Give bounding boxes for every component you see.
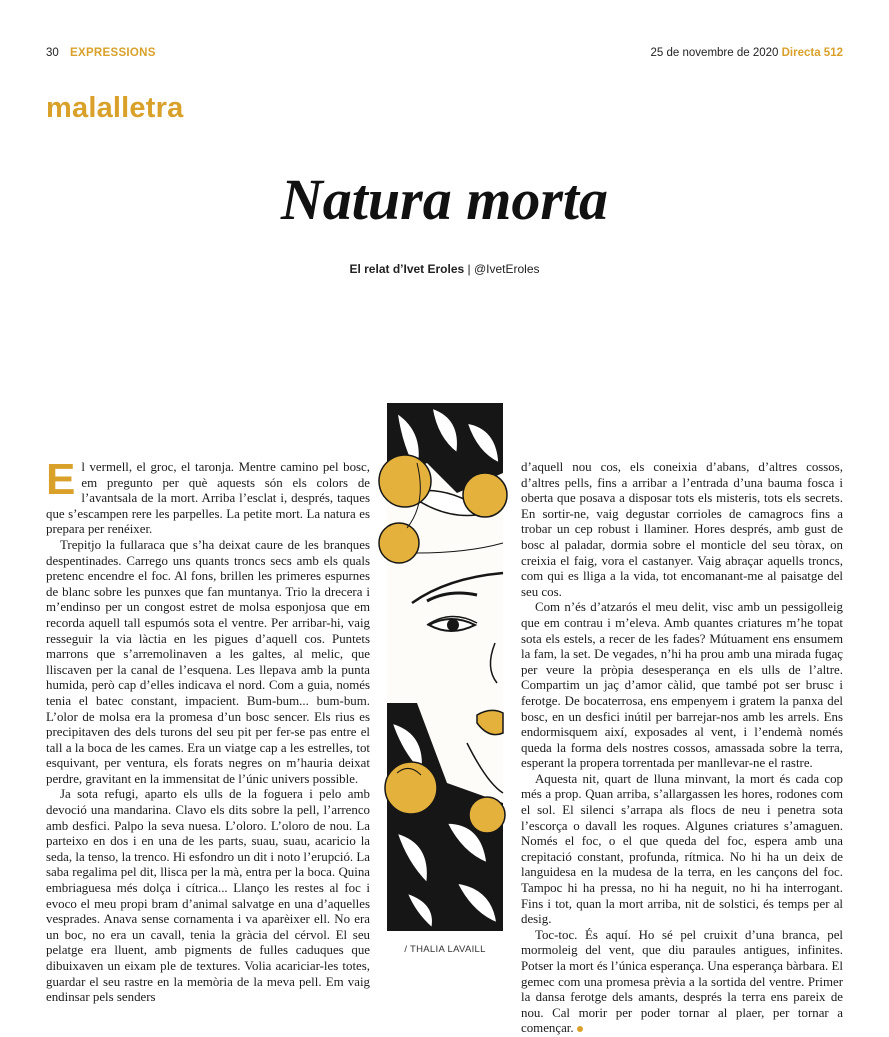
- end-dot-icon: [577, 1026, 583, 1032]
- article-column-left: [46, 455, 370, 1006]
- article-paragraph: Aquesta nit, quart de lluna minvant, la mort és cada cop més a prop. Quan arriba, s’allargassen les hores, rodones com el sol. El silenci s’arrapa als flocs de neu i penetra sota l’escorça o davall les roques. Algunes criatures s’amaguen. Només el foc, o el que queda del foc, espera amb una crepitació constant, profunda, rítmica. No hi ha un deix de languidesa en la mudesa de la terra, en les cançons del foc. Tampoc hi ha pressa, no hi ha neguit, no hi ha interrogant. Fins i tot, quan la mort arriba, nit de solstici, és temps per al desig.: [521, 771, 843, 927]
- article-paragraph: Ja sota refugi, aparto els ulls de la foguera i pelo amb devoció una mandarina. Clavo els dits sobre la pell, l’arrenco amb desfici. Palpo la seva nuesa. L’oloro. L’oloro de nou. La parteixo en dos i en una de les parts, suau, suau, acaricio la seda, la tenso, la trenco. Hi esfondro un dit i noto l’erupció. La saba regalima pel dit, llisca per la mà, entra per la boca. Quina embriaguesa més dolça i cítrica... Llanço les restes al foc i evoco el meu propi bram d’animal salvatge en una d’aquelles vesprades. Anava sense cornamenta i va aparèixer ell. No era un boc, no era un cavall, tenia la gràcia del cérvol. El seu pelatge era lluent, amb pigments de fulles caduques que dibuixaven un eixam ple de textures. Volia acariciar-les totes, guardar el seu rastre en la memòria de la meva pell. Em vaig endinsar pels senders: [46, 787, 370, 1005]
- article-paragraph: Toc-toc. És aquí. Ho sé pel cruixit d’una branca, pel mormoleig del vent, que diu paraules antigues, infinites. Potser la mort és l’única esperança. Una esperança bàrbara. El gemec com una promesa prèvia a la sortida del ventre. Primer la dansa ferotge dels amants, després la terra ens pareix de nou. Cal morir per poder tornar al plaer, per tornar a començar.: [521, 927, 843, 1036]
- issue-date: 25 de novembre de 2020: [650, 47, 779, 59]
- rubric-title: malalletra: [46, 92, 184, 124]
- page-header: [46, 47, 843, 65]
- drop-cap: E: [46, 455, 76, 504]
- article-title: Natura morta: [280, 167, 609, 232]
- byline: [0, 262, 889, 276]
- page-number: 30: [46, 47, 59, 59]
- article-paragraph: El vermell, el groc, el taronja. Mentre camino pel bosc, em pregunto per què aquests són els colors de l’avantsala de la mort. Arriba l’esclat i, després, taques que s’escampen rere les parpelles. La petite mort. La natura es prepara per renéixer.: [46, 455, 370, 537]
- author-handle: @IvetEroles: [473, 262, 540, 276]
- byline-label: El relat d’Ivet Eroles: [349, 262, 465, 276]
- section-name: EXPRESSIONS: [70, 47, 156, 59]
- illustration-credit: / THALIA LAVAILL: [404, 944, 486, 955]
- byline-separator: |: [464, 262, 474, 276]
- publication-name: Directa 512: [781, 47, 843, 59]
- issue-info: [651, 47, 843, 59]
- illustration: [387, 403, 503, 931]
- article-paragraph: Trepitjo la fullaraca que s’ha deixat caure de les branques despentinades. Carrego uns quants troncs secs amb els quals pretenc encendre el foc. Al fons, brillen les primeres espurnes de blanc sobre les punxes que fan muntanya. Trio la drecera i m’endinso per un congost estret de molsa esponjosa que em recorda aquell tall espumós sota el ventre. Per arribar-hi, vaig resseguir la via làctia en les pigues d’aquell cos. Puntets marrons que s’arremolinaven a les galtes, al melic, que lliscaven per la canal de l’esquena. Les llepava amb la punta humida, però cap d’elles indicava el nord. Com a guia, només tenia el batec constant, impacient. Bum-bum... bum-bum. L’olor de molsa era la promesa d’un bosc sencer. Els rius es precipitaven des dels turons del seu pit per fer-se pas entre el tall a la boca de les cames. Era un viatge cap a les estrelles, tot esquivant, per ventura, els forats negres on m’hauria deixat perdre, gravitant en la immensitat de l’únic univers possible.: [46, 537, 370, 786]
- woman-face-oranges-illustration-icon: [387, 403, 503, 931]
- article-paragraph: d’aquell nou cos, els coneixia d’abans, d’altres cossos, d’altres pells, fins a arribar a l’entrada d’una bauma fosca i oberta que posava a disposar tots els misteris, tots els secrets. En sortir-ne, vaig degustar corrioles de camagrocs fins a trobar un cep robust i llaminer. Hores després, amb gust de bosc al paladar, dormia sobre el monticle del seu tòrax, on creixia el faig, vora el castanyer. Vaig abraçar aquells troncs, com qui es lliga a la vida, tot encomanant-me al paisatge del seu cos.: [521, 460, 843, 599]
- article-paragraph: Com n’és d’atzarós el meu delit, visc amb un pessigolleig que em contrau i m’eleva. Amb quantes criatures m’he topat sota els estels, a recer de les fades? Mútuament ens ensumem la fam, la set. De vegades, n’hi ha prou amb una mirada fugaç per veure la pròpia desesperança en els ulls de l’altre. Compartim un jaç d’amor càlid, que també pot ser brusc i ferotge. De bocaterrosa, ens empenyem i gratem la panxa del bosc, en un desfici inútil per barrejar-nos amb les arrels. Ens endormisquem així, exposades al vent, i l’endemà només queda la forma dels nostres cossos, amassada sobre la terra, esperant la propera torrentada per manllevar-ne el rastre.: [521, 600, 843, 771]
- article-column-right: [521, 460, 843, 1037]
